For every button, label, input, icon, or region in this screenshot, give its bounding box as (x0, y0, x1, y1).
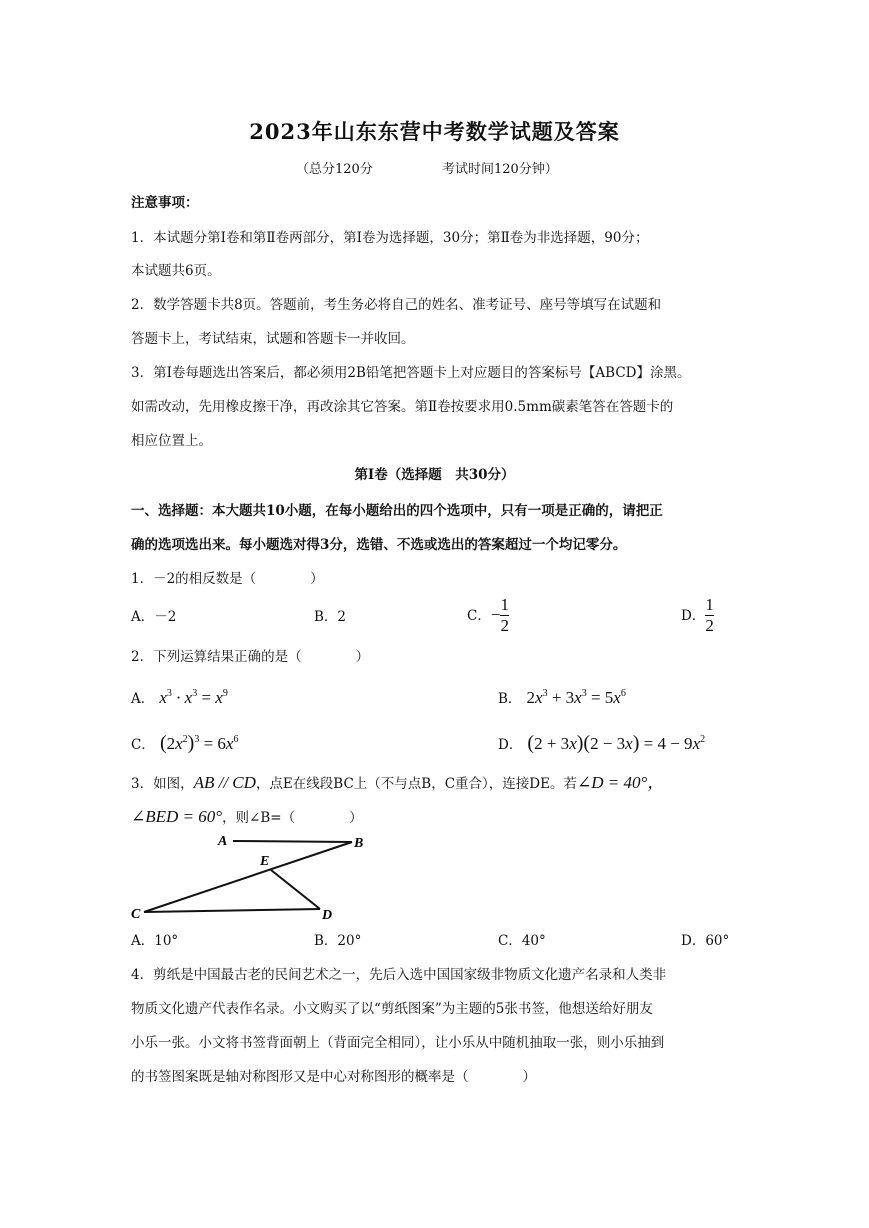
option-label: D． (498, 737, 523, 753)
q4-line: 4．剪纸是中国最古老的民间艺术之一，先后入选中国国家级非物质文化遗产名录和人类非 (131, 967, 667, 983)
q2-stem: 2．下列运算结果正确的是（ ） (131, 649, 370, 665)
q2-option-a (131, 682, 228, 716)
section-heading: 第Ⅰ卷（选择题 共30分） (354, 467, 515, 483)
numerator: 1 (500, 595, 509, 614)
q2-option-d (498, 728, 705, 762)
q3-option-b: B．20° (314, 933, 362, 949)
q1-option-b: B．2 (314, 609, 347, 625)
q4-line: 小乐一张。小文将书签背面朝上（背面完全相同），让小乐从中随机抽取一张，则小乐抽到 (131, 1035, 665, 1051)
q3-option-a: A．10° (131, 933, 179, 949)
q1-stem: 1．－2的相反数是（ ） (131, 571, 324, 587)
segment-ed (271, 870, 320, 909)
q1-option-c (467, 596, 509, 635)
q3-option-c: C．40° (498, 933, 546, 949)
formula: $(2x^2)^3 = 6x^6$ (159, 732, 239, 754)
option-label: C． (467, 608, 491, 624)
option-label: A． (131, 691, 155, 707)
denominator: 2 (705, 616, 714, 635)
formula: $(2 + 3x)(2 - 3x) = 4 - 9x^2$ (527, 732, 706, 754)
q4-line: 的书签图案既是轴对称图形又是中心对称图形的概率是（ ） (131, 1069, 536, 1085)
notes-heading: 注意事项： (131, 195, 199, 211)
q3-option-d: D．60° (681, 933, 730, 949)
segment-cd (144, 909, 320, 912)
note-line: 相应位置上。 (131, 433, 212, 449)
q4-line: 物质文化遗产代表作名录。小文购买了以“剪纸图案”为主题的5张书签，他想送给好朋友 (131, 1001, 653, 1017)
q2-option-c (131, 728, 238, 762)
geometry-diagram (128, 830, 378, 930)
label-a: A (218, 834, 228, 849)
total-score: （总分120分 (296, 162, 373, 177)
option-label: B． (498, 691, 522, 707)
note-line: 3．第Ⅰ卷每题选出答案后，都必须用2B铅笔把答题卡上对应题目的答案标号【ABCD】涂黑。 (131, 365, 691, 381)
option-label: D． (681, 608, 706, 624)
label-b: B (354, 836, 364, 851)
q3-angle-d: ∠D = 40°， (576, 773, 665, 792)
q3-angle-bed: ∠BED = 60° (131, 807, 223, 826)
exam-time: 考试时间120分钟） (442, 162, 558, 177)
label-c: C (131, 907, 141, 922)
q3-parallel-expr: AB // CD (193, 773, 256, 792)
fraction (705, 596, 714, 635)
q2-option-b (498, 682, 626, 716)
minus-sign: − (490, 605, 501, 624)
q3-stem-line1 (131, 766, 664, 801)
formula: $2x^3 + 3x^3 = 5x^6$ (526, 688, 626, 707)
label-d: D (322, 908, 333, 923)
section-instruction: 一、选择题：本大题共10小题，在每小题给出的四个选项中，只有一项是正确的，请把正 (131, 503, 663, 519)
fraction (500, 596, 509, 635)
q3-figure (128, 830, 378, 934)
label-e: E (260, 854, 270, 869)
q1-option-a: A．－2 (131, 609, 177, 625)
option-label: C． (131, 737, 155, 753)
note-line: 本试题共6页。 (131, 263, 221, 279)
q3-stem-text: 3．如图， (131, 776, 194, 792)
q3-stem-text: ，则∠B=（ ） (222, 810, 363, 826)
q1-option-d (681, 596, 714, 635)
note-line: 2．数学答题卡共8页。答题前，考生务必将自己的姓名、准考证号、座号等填写在试题和 (131, 297, 662, 313)
denominator: 2 (500, 616, 509, 635)
formula: $x^3 \cdot x^3 = x^9$ (159, 688, 228, 707)
section-instruction: 确的选项选出来。每小题选对得3分，选错、不选或选出的答案超过一个均记零分。 (131, 537, 627, 553)
note-line: 如需改动，先用橡皮擦干净，再改涂其它答案。第Ⅱ卷按要求用0.5mm碳素笔答在答题卡的 (131, 399, 674, 415)
segment-bc (144, 842, 352, 912)
page-title: 2023年山东东营中考数学试题及答案 (249, 119, 620, 144)
note-line: 答题卡上，考试结束，试题和答题卡一并收回。 (131, 331, 415, 347)
note-line: 1．本试题分第Ⅰ卷和第Ⅱ卷两部分，第Ⅰ卷为选择题，30分；第Ⅱ卷为非选择题，90分； (131, 230, 649, 246)
numerator: 1 (705, 595, 714, 614)
q3-stem-text: ，点E在线段BC上（不与点B，C重合），连接DE。若 (255, 776, 577, 792)
segment-ab (233, 841, 352, 842)
